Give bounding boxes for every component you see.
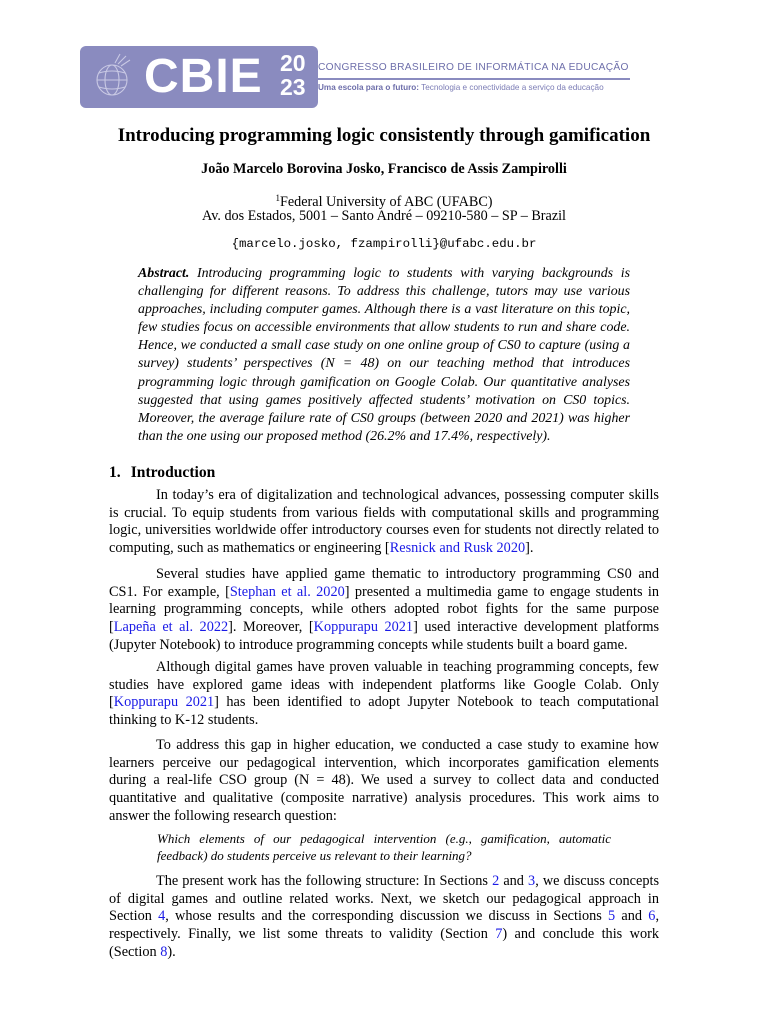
section-ref-link[interactable]: 2: [492, 873, 500, 889]
paragraph-text: The present work has the following structure: In Sections: [156, 873, 493, 889]
section-ref-link[interactable]: 6: [648, 908, 656, 925]
citation-link[interactable]: Koppurapu 2021: [313, 619, 414, 636]
conference-tagline: [318, 83, 604, 92]
year-top: 20: [280, 50, 306, 76]
paragraph-text: Although digital games have proven valuable in teaching programming concepts, few studies have explored game ideas with independent platforms like Google Colab. Only [: [109, 659, 659, 711]
tagline-rest: Tecnologia e conectividade a serviço da educação: [419, 83, 604, 92]
paper-authors: João Marcelo Borovina Josko, Francisco de Assis Zampirolli: [201, 161, 567, 177]
paragraph-2: [109, 566, 659, 655]
header-divider: [318, 78, 630, 80]
paragraph-text: ) and conclude this work (Section: [109, 926, 660, 960]
section-ref-link[interactable]: 7: [495, 926, 503, 943]
paragraph-text: Several studies have applied game thematic to introductory programming CS0 and CS1. For example, [: [109, 566, 659, 600]
paragraph-text: , whose results and the corresponding discussion we discuss in Sections: [165, 908, 609, 925]
section-ref-link[interactable]: 8: [160, 943, 168, 960]
abstract: [138, 265, 630, 446]
section-ref-link[interactable]: 3: [528, 873, 536, 889]
paragraph-text: ]. Moreover, [: [228, 619, 314, 636]
conference-acronym: CBIE: [144, 50, 263, 103]
paragraph-text: and: [615, 908, 649, 925]
paragraph-text: , we discuss concepts of digital games and outline related works. Next, we sketch our pedagogical approach in Section: [109, 873, 660, 925]
paragraph-text: and: [499, 873, 529, 889]
abstract-lead: Abstract.: [138, 266, 190, 281]
paragraph-text: In today’s era of digitalization and technological advances, possessing computer skills is crucial. To equip students from various fields with computational skills and programming logic, universities worldwide offer introductory courses even for students not directly related to computing, such as mathematics or engineering [: [109, 487, 659, 557]
paragraph-5: [109, 873, 659, 962]
affiliation-address: Av. dos Estados, 5001 – Santo André – 09210-580 – SP – Brazil: [202, 208, 566, 224]
abstract-text: Introducing programming logic to students with varying backgrounds is challenging for different reasons. To address this challenge, tutors may use various approaches, including computer games. Although there is a vast literature on this topic, few studies focus on accessible environments that allow students to run and share code. Hence, we conducted a small case study on one online group of CS0 to capture (using a survey) students’ perspectives (N = 48) on our teaching method that introduces programming logic through gamification on Google Colab. Our quantitative analyses suggested that using games positively affected students’ motivation on CS0 topics. Moreover, the average failure rate of CS0 groups (between 2020 and 2021) was higher than the one using our proposed method (26.2% and 17.4%, respectively).: [138, 266, 630, 444]
paragraph-text: ].: [525, 540, 534, 557]
year-bottom: 23: [280, 74, 306, 100]
paragraph-text: ] used interactive development platforms (Jupyter Notebook) to introduce programming concepts while students built a board game.: [109, 619, 660, 653]
citation-link[interactable]: Resnick and Rusk 2020: [389, 540, 526, 557]
paragraph-text: , respectively. Finally, we list some threats to validity (Section: [109, 908, 660, 943]
paragraph-1: [109, 487, 659, 558]
globe-hand-icon: [88, 52, 138, 102]
author-emails: {marcelo.josko, fzampirolli}@ufabc.edu.br: [231, 237, 537, 251]
research-question: Which elements of our pedagogical intervention (e.g., gamification, automatic feedback) do students perceive us relevant to their learning?: [157, 831, 611, 863]
paragraph-4: [109, 737, 659, 826]
section-ref-link[interactable]: 5: [608, 908, 616, 925]
tagline-bold: Uma escola para o futuro:: [318, 83, 420, 92]
paragraph-text: To address this gap in higher education, we conducted a case study to examine how learners perceive our pedagogical intervention, which incorporates gamification elements during a real-life CSO group (N = 48). We used a survey to collect data and conducted quantitative and qualitative (composite narrative) analysis procedures. This work aims to answer the following research question:: [109, 737, 659, 824]
section-heading: [109, 463, 215, 483]
affiliation-name: Federal University of ABC (UFABC): [279, 194, 493, 210]
paragraph-text: ] presented a multimedia game to engage students in learning programming concepts, while others adopted robot fights for the same purpose [: [109, 583, 660, 636]
section-ref-link[interactable]: 4: [158, 908, 166, 925]
citation-link[interactable]: Lapeña et al. 2022: [113, 619, 229, 636]
affiliation-mark: 1: [275, 193, 280, 203]
paragraph-text: ] has been identified to adopt Jupyter Notebook to teach computational thinking to K-12 students.: [109, 694, 659, 729]
citation-link[interactable]: Stephan et al. 2020: [229, 583, 345, 600]
citation-link[interactable]: Koppurapu 2021: [113, 694, 215, 711]
conference-year: [280, 51, 306, 99]
paragraph-3: [109, 659, 659, 730]
conference-logo: [80, 46, 318, 108]
paragraph-text: ).: [167, 943, 176, 960]
section-number: 1.: [109, 464, 121, 481]
section-title: Introduction: [130, 464, 216, 481]
conference-name: CONGRESSO BRASILEIRO DE INFORMÁTICA NA EDUCAÇÃO: [318, 62, 629, 73]
paper-title: Introducing programming logic consistently through gamification: [117, 125, 651, 146]
